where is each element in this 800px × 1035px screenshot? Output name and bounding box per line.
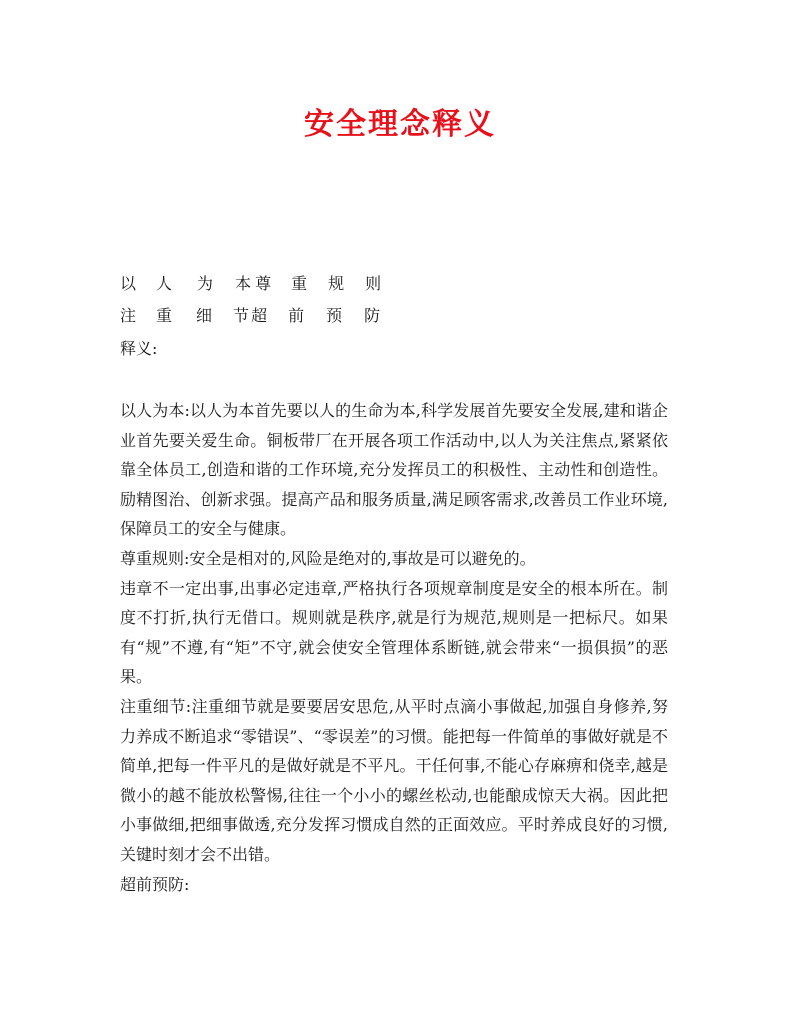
motto-char: 前 xyxy=(288,306,305,325)
motto-char: 防 xyxy=(364,306,381,325)
motto-line-2 xyxy=(120,304,380,328)
paragraph-prevention: 超前预防: xyxy=(120,874,190,894)
motto-char: 人 xyxy=(156,274,173,293)
document-title: 安全理念释义 xyxy=(304,107,496,142)
motto-char: 超 xyxy=(251,306,268,325)
motto-char: 尊 xyxy=(255,274,272,293)
motto-char: 重 xyxy=(156,306,173,325)
motto-char: 本 xyxy=(235,274,252,293)
motto-char: 为 xyxy=(197,274,214,293)
paragraph-respect-rules: 尊重规则:安全是相对的,风险是绝对的,事故是可以避免的。 xyxy=(120,548,536,568)
motto-line-1 xyxy=(120,272,381,296)
motto-char: 重 xyxy=(291,274,308,293)
document-body xyxy=(120,396,668,899)
motto-char: 以 xyxy=(120,274,137,293)
paragraph-attention-details: 注重细节:注重细节就是要要居安思危,从平时点滴小事做起,加强自身修养,努力养成不断追求“零错误”、“零误差”的习惯。能把每一件简单的事做好就是不简单,把每一件平凡的是做好就是不平凡。干任何事,不能心存麻痹和侥幸,越是微小的越不能放松警惕,往往一个小小的螺丝松动,也能酿成惊天大祸。因此把小事做细,把细事做透,充分发挥习惯成自然的正面效应。平时养成良好的习惯,关键时刻才会不出错。 xyxy=(120,696,668,864)
motto-char: 则 xyxy=(365,274,382,293)
motto-char: 注 xyxy=(120,306,137,325)
motto-char: 节 xyxy=(233,306,250,325)
paragraph-people-oriented: 以人为本:以人为本首先要以人的生命为本,科学发展首先要安全发展,建和谐企业首先要关爱生命。铜板带厂在开展各项工作活动中,以人为关注焦点,紧紧依靠全体员工,创造和谐的工作环境,充分发挥员工的积极性、主动性和创造性。励精图治、创新求强。提高产品和服务质量,满足顾客需求,改善员工作业环境,保障员工的安全与健康。 xyxy=(120,401,668,539)
motto-char: 预 xyxy=(326,306,343,325)
explanation-label: 释义: xyxy=(120,339,158,358)
paragraph-violations: 违章不一定出事,出事必定违章,严格执行各项规章制度是安全的根本所在。制度不打折,执行无借口。规则就是秩序,就是行为规范,规则是一把标尺。如果有“规”不遵,有“矩”不守,就会使安全管理体系断链,就会带来“一损俱损”的恶果。 xyxy=(120,578,668,687)
motto-char: 细 xyxy=(196,306,213,325)
motto-char: 规 xyxy=(328,274,345,293)
